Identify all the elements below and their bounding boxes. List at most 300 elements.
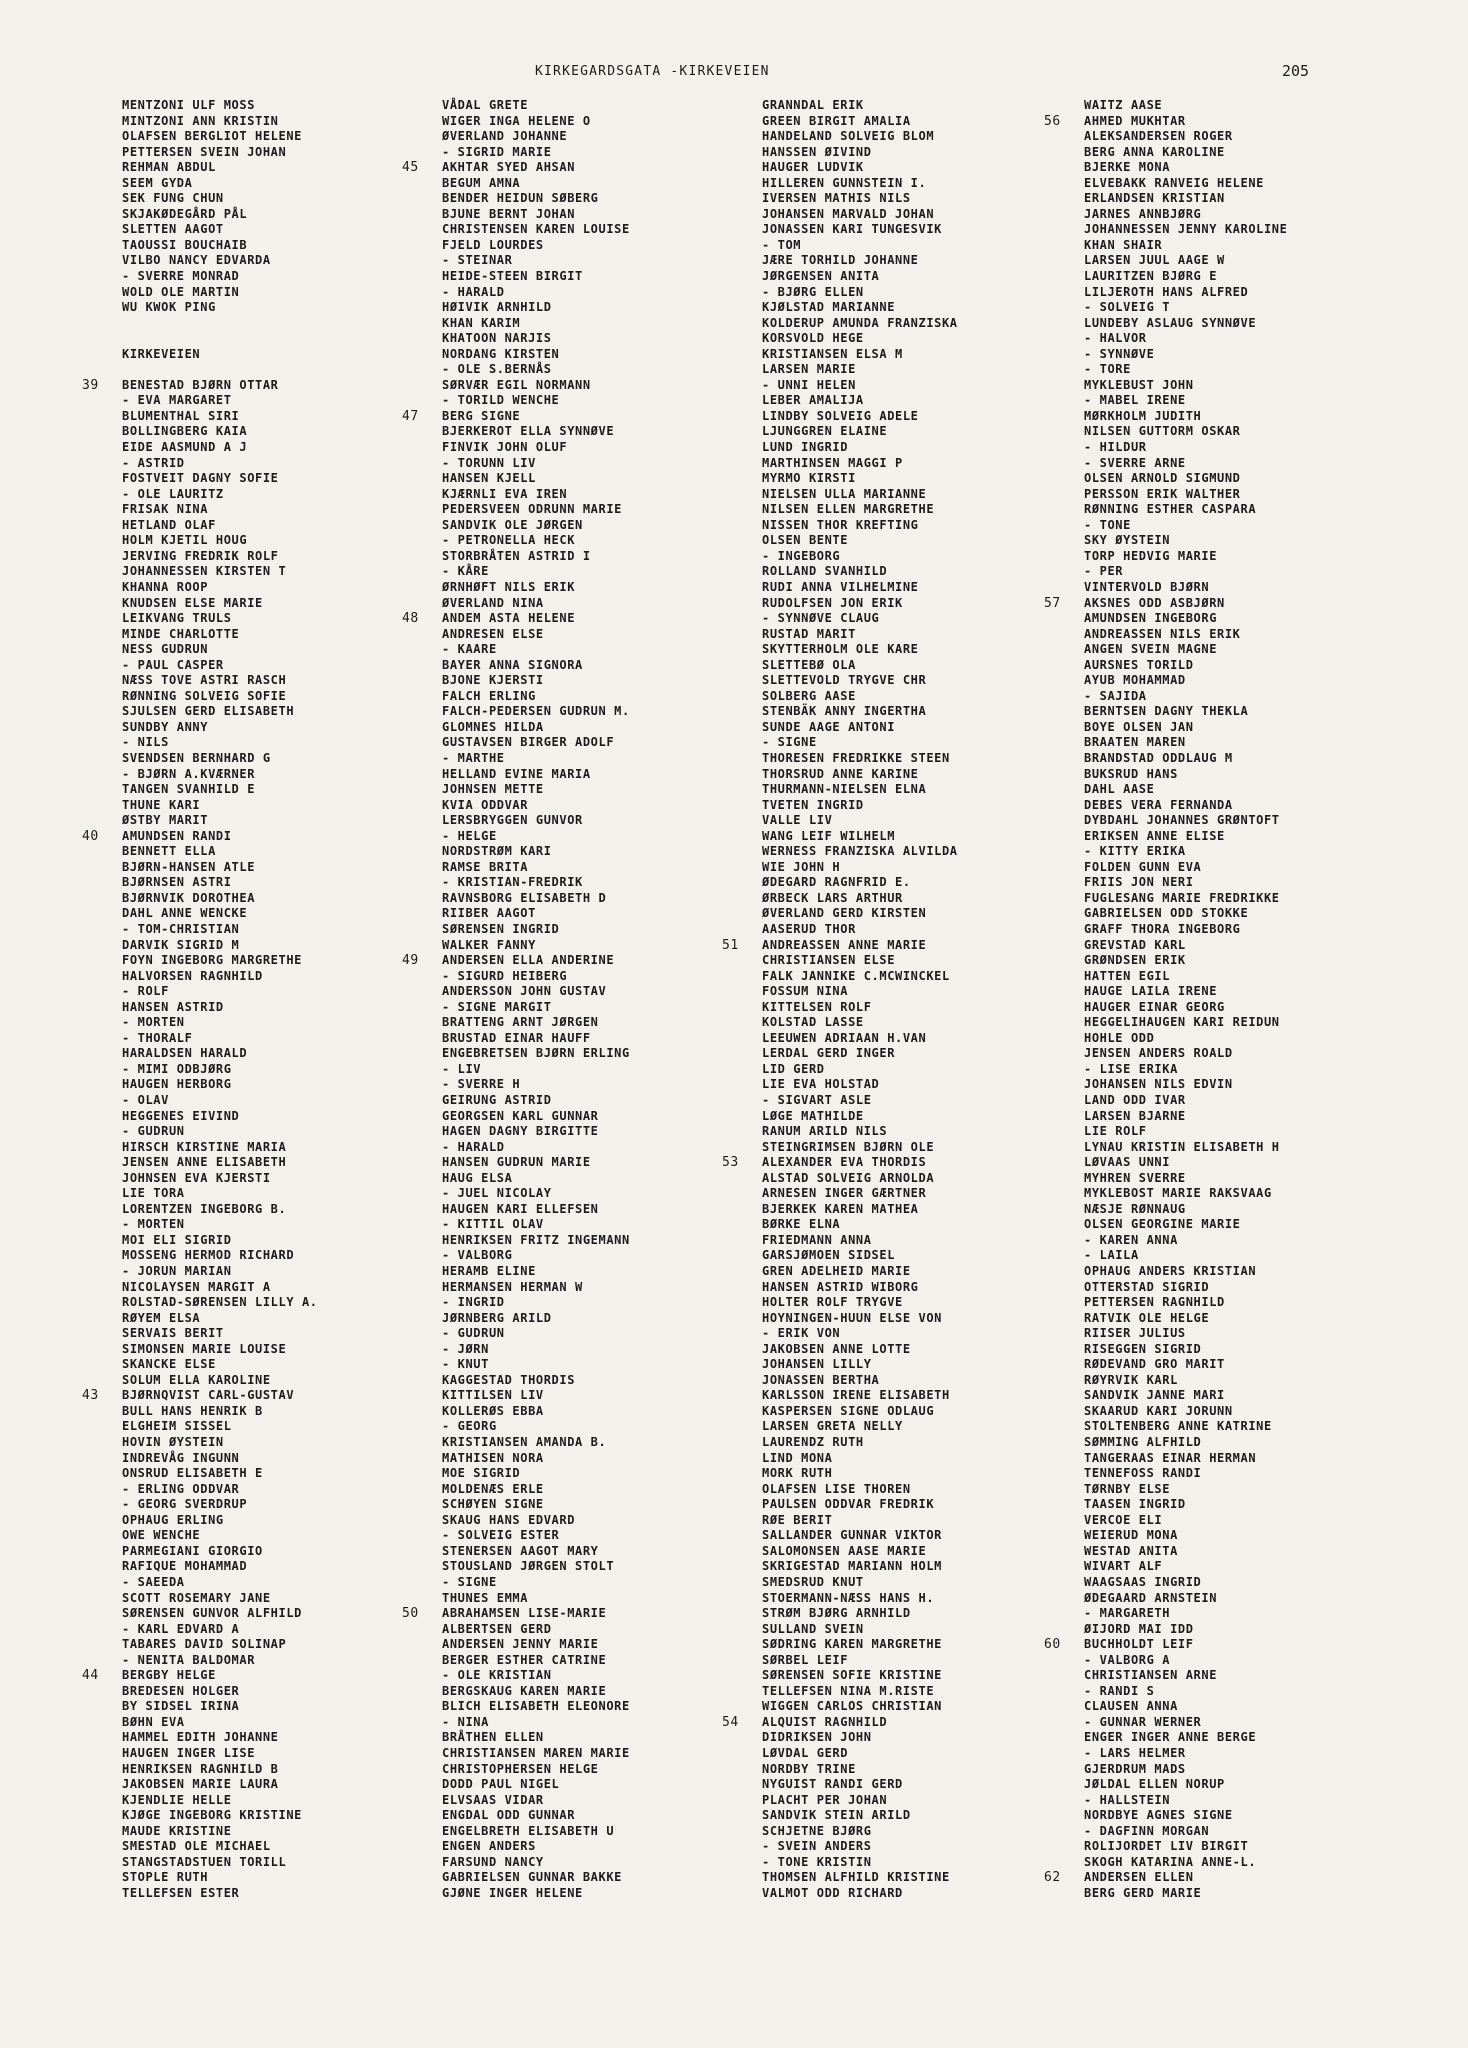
directory-entry	[1084, 1264, 1404, 1280]
directory-entry	[1084, 98, 1404, 114]
resident-name: PAULSEN ODDVAR FREDRIK	[762, 1497, 935, 1512]
resident-name: ØIJORD MAI IDD	[1084, 1621, 1194, 1636]
directory-entry	[442, 1699, 762, 1715]
resident-name: SLETTEVOLD TRYGVE CHR	[762, 673, 927, 688]
resident-name: - PETRONELLA HECK	[442, 533, 576, 548]
resident-name: WIE JOHN H	[762, 859, 841, 874]
directory-entry	[442, 767, 762, 783]
directory-entry	[762, 1202, 1082, 1218]
resident-name: KJØGE INGEBORG KRISTINE	[122, 1808, 302, 1823]
directory-entry	[122, 627, 442, 643]
directory-entry	[1084, 191, 1404, 207]
resident-name: - KITTY ERIKA	[1084, 844, 1186, 859]
resident-name: - JUEL NICOLAY	[442, 1186, 552, 1201]
directory-entry	[442, 238, 762, 254]
directory-entry	[1084, 207, 1404, 223]
directory-entry	[442, 860, 762, 876]
page-header	[0, 64, 1468, 84]
directory-entry	[1084, 1171, 1404, 1187]
resident-name: AKHTAR SYED AHSAN	[442, 160, 576, 175]
directory-entry	[1084, 860, 1404, 876]
directory-entry	[122, 1575, 442, 1591]
directory-entry	[762, 207, 1082, 223]
directory-entry	[122, 1046, 442, 1062]
resident-name: HAUGEN INGER LISE	[122, 1745, 256, 1760]
resident-name: FOYN INGEBORG MARGRETHE	[122, 953, 302, 968]
directory-entry	[442, 627, 762, 643]
directory-entry	[122, 1217, 442, 1233]
resident-name: - GEORG	[442, 1419, 497, 1434]
resident-name: BLICH ELISABETH ELEONORE	[442, 1699, 630, 1714]
directory-entry	[762, 782, 1082, 798]
directory-entry	[442, 1622, 762, 1638]
resident-name: ERIKSEN ANNE ELISE	[1084, 828, 1225, 843]
resident-name: KITTILSEN LIV	[442, 1388, 544, 1403]
directory-entry	[762, 1326, 1082, 1342]
directory-entry	[762, 502, 1082, 518]
directory-entry	[442, 549, 762, 565]
directory-entry	[442, 533, 762, 549]
directory-entry	[762, 1124, 1082, 1140]
directory-entry	[762, 1591, 1082, 1607]
resident-name: MOSSENG HERMOD RICHARD	[122, 1248, 295, 1263]
directory-entry	[1084, 906, 1404, 922]
resident-name: JAKOBSEN ANNE LOTTE	[762, 1341, 911, 1356]
directory-entry	[122, 798, 442, 814]
house-number: 44	[82, 1668, 99, 1684]
resident-name: HEGGELIHAUGEN KARI REIDUN	[1084, 1015, 1280, 1030]
resident-name: STOLTENBERG ANNE KATRINE	[1084, 1419, 1272, 1434]
directory-entry	[122, 1808, 442, 1824]
directory-entry	[1084, 440, 1404, 456]
resident-name: MINTZONI ANN KRISTIN	[122, 113, 279, 128]
directory-entry	[1084, 829, 1404, 845]
resident-name: LARSEN BJARNE	[1084, 1108, 1186, 1123]
directory-entry	[1084, 1342, 1404, 1358]
resident-name: AASERUD THOR	[762, 921, 856, 936]
resident-name: CHRISTIANSEN MAREN MARIE	[442, 1745, 630, 1760]
directory-entry	[762, 1419, 1082, 1435]
directory-entry	[1084, 875, 1404, 891]
resident-name: KJENDLIE HELLE	[122, 1792, 232, 1807]
resident-name: - KITTIL OLAV	[442, 1217, 544, 1232]
directory-entry	[122, 1342, 442, 1358]
directory-entry	[1084, 269, 1404, 285]
resident-name: BENNETT ELLA	[122, 844, 216, 859]
resident-name: BRUSTAD EINAR HAUFF	[442, 1030, 591, 1045]
directory-entry	[1084, 1513, 1404, 1529]
resident-name: FINVIK JOHN OLUF	[442, 440, 568, 455]
resident-name: HIRSCH KIRSTINE MARIA	[122, 1139, 287, 1154]
resident-name: THORESEN FREDRIKKE STEEN	[762, 750, 950, 765]
directory-entry	[442, 891, 762, 907]
resident-name: GLOMNES HILDA	[442, 719, 544, 734]
resident-name: HANSEN ASTRID WIBORG	[762, 1279, 919, 1294]
resident-name: MYKLEBOST MARIE RAKSVAAG	[1084, 1186, 1272, 1201]
directory-entry	[762, 1762, 1082, 1778]
resident-name: OPHAUG ERLING	[122, 1512, 224, 1527]
directory-entry	[762, 1482, 1082, 1498]
resident-name: ENGDAL ODD GUNNAR	[442, 1808, 576, 1823]
resident-name: GJERDRUM MADS	[1084, 1761, 1186, 1776]
resident-name: - KRISTIAN-FREDRIK	[442, 875, 583, 890]
directory-entry	[122, 673, 442, 689]
resident-name: ØDEGAARD ARNSTEIN	[1084, 1590, 1218, 1605]
directory-entry	[442, 129, 762, 145]
directory-entry	[442, 1217, 762, 1233]
directory-entry	[762, 1062, 1082, 1078]
resident-name: KJÆRNLI EVA IREN	[442, 486, 568, 501]
directory-entry	[762, 1342, 1082, 1358]
directory-entry	[442, 1559, 762, 1575]
resident-name: HATTEN EGIL	[1084, 968, 1171, 983]
resident-name: STENBÄK ANNY INGERTHA	[762, 704, 927, 719]
resident-name: - SVEIN ANDERS	[762, 1839, 872, 1854]
resident-name: JØRNBERG ARILD	[442, 1310, 552, 1325]
resident-name: TVETEN INGRID	[762, 797, 864, 812]
page-number: 205	[1282, 62, 1310, 80]
directory-entry	[122, 1062, 442, 1078]
resident-name: BOYE OLSEN JAN	[1084, 719, 1194, 734]
resident-name: ROLIJORDET LIV BIRGIT	[1084, 1839, 1249, 1854]
directory-entry	[762, 1606, 1082, 1622]
resident-name: HAUGEN HERBORG	[122, 1077, 232, 1092]
directory-entry	[1084, 160, 1404, 176]
directory-entry	[1084, 969, 1404, 985]
resident-name: NISSEN THOR KREFTING	[762, 517, 919, 532]
resident-name: TABARES DAVID SOLINAP	[122, 1637, 287, 1652]
resident-name: BUKSRUD HANS	[1084, 766, 1178, 781]
resident-name: - MIMI ODBJØRG	[122, 1061, 232, 1076]
resident-name: ELVEBAKK RANVEIG HELENE	[1084, 175, 1264, 190]
directory-entry	[122, 471, 442, 487]
resident-name: - NINA	[442, 1714, 489, 1729]
directory-entry	[122, 1109, 442, 1125]
directory-entry	[762, 1295, 1082, 1311]
directory-entry	[1084, 1233, 1404, 1249]
directory-entry	[1084, 1855, 1404, 1871]
directory-entry	[122, 1591, 442, 1607]
resident-name: LIE EVA HOLSTAD	[762, 1077, 880, 1092]
resident-name: ANDERSEN ELLA ANDERINE	[442, 953, 615, 968]
resident-name: KRISTIANSEN ELSA M	[762, 346, 903, 361]
resident-name: ØVERLAND JOHANNE	[442, 129, 568, 144]
directory-entry	[762, 1248, 1082, 1264]
directory-entry	[122, 1497, 442, 1513]
directory-entry	[442, 922, 762, 938]
directory-entry	[122, 129, 442, 145]
resident-name: SCHØYEN SIGNE	[442, 1497, 544, 1512]
directory-entry	[122, 1730, 442, 1746]
directory-entry	[122, 1031, 442, 1047]
resident-name: - ROLF	[122, 984, 169, 999]
resident-name: THURMANN-NIELSEN ELNA	[762, 782, 927, 797]
resident-name: HAUGE LAILA IRENE	[1084, 984, 1218, 999]
directory-entry	[122, 1466, 442, 1482]
directory-entry	[122, 969, 442, 985]
directory-entry	[442, 1015, 762, 1031]
directory-entry	[442, 829, 762, 845]
resident-name: VÅDAL GRETE	[442, 98, 529, 112]
resident-name: BREDESEN HOLGER	[122, 1683, 240, 1698]
resident-name: GRANNDAL ERIK	[762, 98, 864, 112]
directory-entry	[122, 1202, 442, 1218]
resident-name: AKSNES ODD ASBJØRN	[1084, 595, 1225, 610]
directory-entry	[762, 347, 1082, 363]
resident-name: GUSTAVSEN BIRGER ADOLF	[442, 735, 615, 750]
directory-entry	[442, 191, 762, 207]
directory-entry	[1084, 1186, 1404, 1202]
resident-name: RIISER JULIUS	[1084, 1326, 1186, 1341]
resident-name: HENRIKSEN FRITZ INGEMANN	[442, 1232, 630, 1247]
directory-entry	[1084, 362, 1404, 378]
directory-entry	[442, 1730, 762, 1746]
resident-name: RATVIK OLE HELGE	[1084, 1310, 1210, 1325]
resident-name: FOSTVEIT DAGNY SOFIE	[122, 471, 279, 486]
directory-entry	[122, 580, 442, 596]
directory-entry	[442, 1715, 762, 1731]
resident-name: NILSEN GUTTORM OSKAR	[1084, 424, 1241, 439]
directory-entry	[1084, 580, 1404, 596]
directory-entry	[442, 1357, 762, 1373]
directory-entry	[1044, 113, 1404, 130]
directory-entry	[762, 1513, 1082, 1529]
directory-entry	[1084, 1622, 1404, 1638]
resident-name: KHAN SHAIR	[1084, 237, 1163, 252]
directory-entry	[122, 1435, 442, 1451]
resident-name: SØRENSEN SOFIE KRISTINE	[762, 1668, 942, 1683]
directory-entry	[762, 1684, 1082, 1700]
resident-name: SLETTEBØ OLA	[762, 657, 856, 672]
resident-name: - SYNNØVE	[1084, 346, 1155, 361]
directory-entry	[1084, 813, 1404, 829]
resident-name: KHANNA ROOP	[122, 579, 209, 594]
directory-entry	[122, 1015, 442, 1031]
resident-name: WALKER FANNY	[442, 937, 536, 952]
directory-entry	[762, 409, 1082, 425]
resident-name: BERNTSEN DAGNY THEKLA	[1084, 704, 1249, 719]
resident-name: - ERLING ODDVAR	[122, 1481, 240, 1496]
resident-name: FRIEDMANN ANNA	[762, 1232, 872, 1247]
directory-entry	[442, 1326, 762, 1342]
directory-entry	[762, 611, 1082, 627]
resident-name: - SIGNE MARGIT	[442, 999, 552, 1014]
directory-entry	[1084, 1295, 1404, 1311]
directory-entry	[442, 1031, 762, 1047]
resident-name: DAHL AASE	[1084, 782, 1155, 797]
resident-name: - JØRN	[442, 1341, 489, 1356]
directory-entry	[122, 1606, 442, 1622]
directory-entry	[1084, 1109, 1404, 1125]
directory-entry	[122, 1482, 442, 1498]
resident-name: SCOTT ROSEMARY JANE	[122, 1590, 271, 1605]
resident-name: ENGEBRETSEN BJØRN ERLING	[442, 1046, 630, 1061]
resident-name: GABRIELSEN ODD STOKKE	[1084, 906, 1249, 921]
directory-entry	[122, 1824, 442, 1840]
resident-name: NYGUIST RANDI GERD	[762, 1777, 903, 1792]
directory-entry	[1084, 984, 1404, 1000]
directory-entry	[122, 300, 442, 316]
resident-name: SERVAIS BERIT	[122, 1326, 224, 1341]
resident-name: BRANDSTAD ODDLAUG M	[1084, 750, 1233, 765]
directory-entry	[762, 844, 1082, 860]
resident-name: SANDVIK OLE JØRGEN	[442, 517, 583, 532]
resident-name: JOHNSEN METTE	[442, 782, 544, 797]
directory-entry	[442, 300, 762, 316]
resident-name: HANSEN KJELL	[442, 471, 536, 486]
house-number: 39	[82, 377, 99, 393]
resident-name: TØRNBY ELSE	[1084, 1481, 1171, 1496]
directory-entry	[122, 1124, 442, 1140]
directory-entry	[1084, 253, 1404, 269]
resident-name: SUNDE AAGE ANTONI	[762, 719, 896, 734]
resident-name: HOLM KJETIL HOUG	[122, 533, 248, 548]
directory-entry	[442, 1248, 762, 1264]
resident-name: BOLLINGBERG KAIA	[122, 424, 248, 439]
resident-name: STENERSEN AAGOT MARY	[442, 1543, 599, 1558]
resident-name: ELVSAAS VIDAR	[442, 1792, 544, 1807]
resident-name: NÆSS TOVE ASTRI RASCH	[122, 673, 287, 688]
directory-entry	[762, 1793, 1082, 1809]
directory-entry	[122, 1715, 442, 1731]
directory-entry	[762, 580, 1082, 596]
directory-entry	[122, 1777, 442, 1793]
directory-entry	[122, 658, 442, 674]
directory-entry	[722, 937, 1082, 954]
directory-entry	[762, 222, 1082, 238]
directory-entry	[1084, 1357, 1404, 1373]
resident-name: SVENDSEN BERNHARD G	[122, 750, 271, 765]
directory-entry	[1084, 518, 1404, 534]
directory-entry	[442, 1808, 762, 1824]
directory-entry	[122, 1637, 442, 1653]
resident-name: TAASEN INGRID	[1084, 1497, 1186, 1512]
directory-entry	[442, 518, 762, 534]
resident-name: GJØNE INGER HELENE	[442, 1885, 583, 1900]
directory-entry	[442, 222, 762, 238]
resident-name: WERNESS FRANZISKA ALVILDA	[762, 844, 958, 859]
resident-name: LUND INGRID	[762, 440, 849, 455]
resident-name: TAOUSSI BOUCHAIB	[122, 237, 248, 252]
directory-entry	[1084, 1653, 1404, 1669]
directory-entry	[1084, 1699, 1404, 1715]
directory-entry	[1084, 145, 1404, 161]
directory-entry	[442, 378, 762, 394]
resident-name: HANDELAND SOLVEIG BLOM	[762, 129, 935, 144]
resident-name: VINTERVOLD BJØRN	[1084, 579, 1210, 594]
resident-name: NESS GUDRUN	[122, 642, 209, 657]
directory-entry	[442, 1311, 762, 1327]
directory-entry	[442, 1342, 762, 1358]
resident-name: BY SIDSEL IRINA	[122, 1699, 240, 1714]
resident-name: HOYNINGEN-HUUN ELSE VON	[762, 1310, 942, 1325]
resident-name: LAURENDZ RUTH	[762, 1435, 864, 1450]
house-number: 43	[82, 1388, 99, 1404]
resident-name: - LISE ERIKA	[1084, 1061, 1178, 1076]
resident-name: BENDER HEIDUN SØBERG	[442, 191, 599, 206]
resident-name: OLAFSEN BERGLIOT HELENE	[122, 129, 302, 144]
house-number: 48	[402, 611, 419, 627]
directory-entry	[762, 689, 1082, 705]
directory-entry	[442, 658, 762, 674]
directory-entry	[122, 176, 442, 192]
resident-name: LARSEN GRETA NELLY	[762, 1419, 903, 1434]
resident-name: - GUDRUN	[122, 1124, 185, 1139]
directory-entry	[1084, 1839, 1404, 1855]
resident-name: - DAGFINN MORGAN	[1084, 1823, 1210, 1838]
directory-entry	[1084, 1606, 1404, 1622]
directory-entry	[1084, 1202, 1404, 1218]
house-number: 56	[1044, 113, 1061, 129]
resident-name: RØDEVAND GRO MARIT	[1084, 1357, 1225, 1372]
directory-entry	[1044, 595, 1404, 612]
directory-entry	[442, 1451, 762, 1467]
resident-name: HAUGEN KARI ELLEFSEN	[442, 1201, 599, 1216]
directory-entry	[442, 564, 762, 580]
resident-name: HEIDE-STEEN BIRGIT	[442, 269, 583, 284]
directory-entry	[122, 114, 442, 130]
directory-entry	[1084, 1886, 1404, 1902]
resident-name: ALSTAD SOLVEIG ARNOLDA	[762, 1170, 935, 1185]
directory-entry	[442, 269, 762, 285]
directory-entry	[1084, 300, 1404, 316]
directory-entry	[762, 1777, 1082, 1793]
resident-name: ØVERLAND NINA	[442, 595, 544, 610]
directory-entry	[762, 1077, 1082, 1093]
resident-name: - KARL EDVARD A	[122, 1621, 240, 1636]
resident-name: - HALLSTEIN	[1084, 1792, 1171, 1807]
resident-name: BERGER ESTHER CATRINE	[442, 1652, 607, 1667]
directory-entry	[442, 580, 762, 596]
directory-entry	[762, 1622, 1082, 1638]
directory-entry	[442, 689, 762, 705]
resident-name: JOHANNESSEN JENNY KAROLINE	[1084, 222, 1288, 237]
resident-name: - SOLVEIG ESTER	[442, 1528, 560, 1543]
directory-entry	[762, 922, 1082, 938]
resident-name: JARNES ANNBJØRG	[1084, 206, 1202, 221]
resident-name: SCHJETNE BJØRG	[762, 1823, 872, 1838]
resident-name: - KNUT	[442, 1357, 489, 1372]
directory-entry	[762, 906, 1082, 922]
resident-name: NÆSJE RØNNAUG	[1084, 1201, 1186, 1216]
resident-name: BRÅTHEN ELLEN	[442, 1730, 544, 1745]
directory-entry	[122, 1155, 442, 1171]
directory-entry	[442, 1404, 762, 1420]
directory-entry	[762, 1373, 1082, 1389]
directory-column-1	[82, 98, 442, 1901]
resident-name: JERVING FREDRIK ROLF	[122, 548, 279, 563]
directory-entry	[122, 767, 442, 783]
directory-entry	[122, 160, 442, 176]
directory-entry	[82, 1388, 442, 1404]
resident-name: WESTAD ANITA	[1084, 1543, 1178, 1558]
resident-name: - INGEBORG	[762, 548, 841, 563]
directory-entry	[122, 1311, 442, 1327]
directory-entry	[442, 1388, 762, 1404]
directory-entry	[762, 440, 1082, 456]
resident-name: FOSSUM NINA	[762, 984, 849, 999]
directory-entry	[762, 285, 1082, 301]
resident-name: BJERKEROT ELLA SYNNØVE	[442, 424, 615, 439]
directory-entry	[762, 1000, 1082, 1016]
resident-name: ØVERLAND GERD KIRSTEN	[762, 906, 927, 921]
directory-entry	[122, 1000, 442, 1016]
directory-entry	[442, 207, 762, 223]
directory-entry	[762, 596, 1082, 612]
directory-entry	[1084, 1311, 1404, 1327]
directory-entry	[1084, 673, 1404, 689]
resident-name: - JORUN MARIAN	[122, 1264, 232, 1279]
